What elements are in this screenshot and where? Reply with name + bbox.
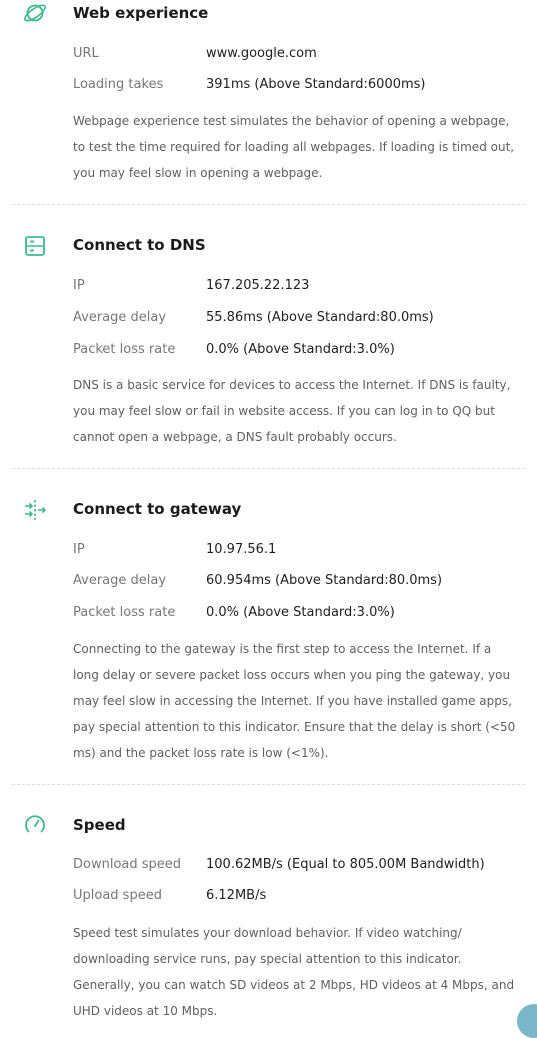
download-speed-label: Download speed [73, 857, 182, 872]
loading-time-label: Loading takes [73, 77, 164, 92]
dns-delay-value: 55.86ms (Above Standard:80.0ms) [206, 310, 434, 325]
upload-speed-label: Upload speed [73, 888, 162, 903]
section-divider [12, 204, 525, 205]
gateway-ip-label: IP [73, 542, 85, 557]
upload-speed-value: 6.12MB/s [206, 888, 267, 903]
loading-time-value: 391ms (Above Standard:6000ms) [206, 77, 426, 92]
dns-ip-label: IP [73, 278, 85, 293]
dns-delay-label: Average delay [73, 310, 167, 325]
section-title: Speed [73, 816, 126, 834]
speedometer-icon [22, 812, 48, 838]
dns-ip-value: 167.205.22.123 [206, 278, 310, 293]
gateway-delay-label: Average delay [73, 573, 167, 588]
download-speed-value: 100.62MB/s (Equal to 805.00M Bandwidth) [206, 857, 485, 872]
gateway-delay-value: 60.954ms (Above Standard:80.0ms) [206, 573, 443, 588]
section-title: Connect to DNS [73, 236, 206, 254]
web-experience-description: Webpage experience test simulates the behavior of opening a webpage, to test the time required for loading all webpages. If loading is timed out, you may feel slow in opening a webpage. [73, 114, 515, 180]
section-title: Web experience [73, 4, 209, 22]
url-value: www.google.com [206, 46, 317, 61]
planet-icon [22, 0, 48, 26]
floating-action-button[interactable] [517, 1004, 537, 1038]
gateway-description: Connecting to the gateway is the first step to access the Internet. If a long delay or severe packet loss occurs when you ping the gateway, you may feel slow in accessing the Internet. If you have installed game apps, pay special attention to this indicator. Ensure that the delay is short (<50 ms) and the packet loss rate is low (<1%). [73, 642, 516, 760]
section-divider [12, 784, 525, 785]
gateway-ip-value: 10.97.56.1 [206, 542, 277, 557]
section-title: Connect to gateway [73, 500, 242, 518]
gateway-packet-loss-value: 0.0% (Above Standard:3.0%) [206, 605, 395, 620]
speed-description: Speed test simulates your download behavior. If video watching/ downloading service runs, pay special attention to this indicator. Generally, you can watch SD videos at 2 Mbps, HD videos at 4 Mbps, and UHD videos at 10 Mbps. [73, 926, 515, 1018]
dns-packet-loss-value: 0.0% (Above Standard:3.0%) [206, 342, 395, 357]
server-icon [22, 233, 48, 259]
section-divider [12, 468, 525, 469]
dns-description: DNS is a basic service for devices to access the Internet. If DNS is faulty, you may feel slow or fail in website access. If you can log in to QQ but cannot open a webpage, a DNS fault probably occurs. [73, 378, 511, 444]
gateway-arrows-icon [22, 497, 48, 523]
dns-packet-loss-label: Packet loss rate [73, 342, 176, 357]
gateway-packet-loss-label: Packet loss rate [73, 605, 176, 620]
url-label: URL [73, 46, 99, 61]
